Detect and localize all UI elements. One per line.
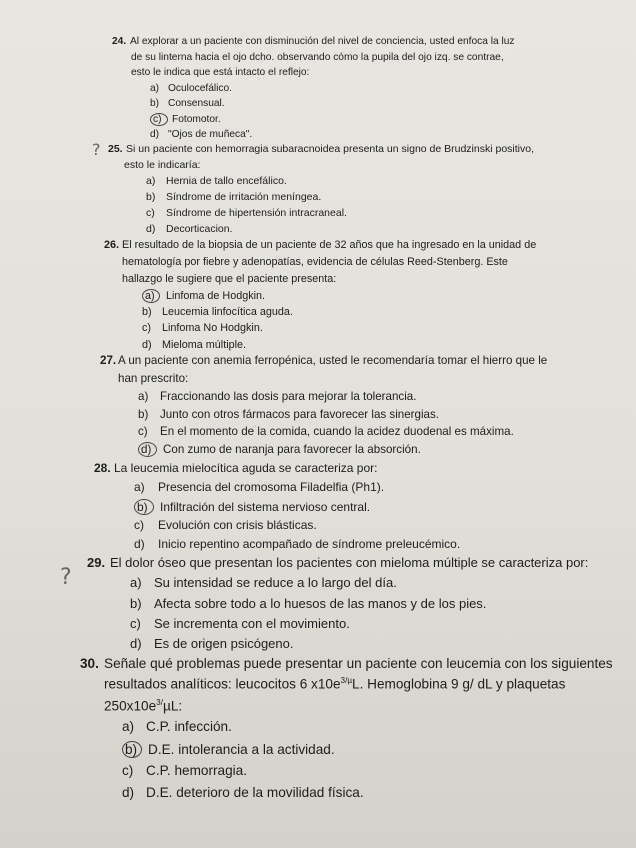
question-text-line: La leucemia mielocítica aguda se caracteriza por: <box>114 461 378 475</box>
question-text-line: El resultado de la biopsia de un paciente de 32 años que ha ingresado en la unidad de <box>122 239 537 251</box>
question-text-line: esto le indicaría: <box>124 159 201 171</box>
option-c: c) Síndrome de hipertensión intracraneal. <box>146 207 347 219</box>
question-text-line: esto le indica que está intacto el reflejo: <box>131 67 310 78</box>
question-number: 29. <box>87 555 106 570</box>
option-c-selected: c) Fotomotor. <box>150 113 221 126</box>
question-text-line: hallazgo le sugiere que el paciente presenta: <box>122 273 337 285</box>
question-number: 24. <box>112 36 127 47</box>
question-text-line: El dolor óseo que presentan los pacientes con mieloma múltiple se caracteriza por: <box>110 555 589 570</box>
question-text-line: resultados analíticos: leucocitos 6 $x10e^{3/\mu}L$. Hemoglobina 9 g/ dL y plaquetas <box>104 676 566 692</box>
question-text-line: Señale qué problemas puede presentar un paciente con leucemia con los siguientes <box>104 656 613 671</box>
option-a: a) Fraccionando las dosis para mejorar la tolerancia. <box>138 390 417 403</box>
option-b: b) Consensual. <box>150 98 225 109</box>
question-number: 27. <box>100 354 117 367</box>
option-d: d) Es de origen psicógeno. <box>130 636 294 651</box>
option-d: d) "Ojos de muñeca". <box>150 129 253 140</box>
option-c: c) Linfoma No Hodgkin. <box>142 322 263 334</box>
question-text-line: $250x10e^{3/}\mu L$: <box>104 698 183 714</box>
option-d: d) D.E. deterioro de la movilidad física. <box>122 785 364 800</box>
question-number: 25. <box>108 143 123 155</box>
question-text-line: de su linterna hacia el ojo dcho. observando cómo la pupila del ojo izq. se contrae, <box>131 52 504 63</box>
option-b: b) Afecta sobre todo a lo huesos de las manos y de los pies. <box>130 596 487 611</box>
option-c: c) En el momento de la comida, cuando la acidez duodenal es máxima. <box>138 425 514 438</box>
option-b: b) Leucemia linfocítica aguda. <box>142 306 293 318</box>
option-d: d) Mieloma múltiple. <box>142 339 247 351</box>
option-a: a) C.P. infección. <box>122 719 232 734</box>
option-c: c) Se incrementa con el movimiento. <box>130 616 350 631</box>
option-c: c) Evolución con crisis blásticas. <box>134 518 317 532</box>
option-b-selected: b) Infiltración del sistema nervioso central. <box>134 499 370 515</box>
question-text-line: Al explorar a un paciente con disminución del nivel de conciencia, usted enfoca la luz <box>130 36 515 47</box>
question-text-line: han prescrito: <box>118 372 189 385</box>
question-text-line: Si un paciente con hemorragia subaracnoidea presenta un signo de Brudzinski positivo, <box>126 143 535 155</box>
option-b: b) Junto con otros fármacos para favorecer las sinergias. <box>138 408 440 421</box>
option-d: d) Decorticacion. <box>146 223 233 235</box>
option-a: a) Su intensidad se reduce a lo largo del día. <box>130 575 397 590</box>
question-mark-annotation: ? <box>60 565 72 590</box>
option-d: d) Inicio repentino acompañado de síndrome preleucémico. <box>134 537 461 551</box>
question-number: 28. <box>94 461 111 475</box>
question-text-line: hematología por fiebre y adenopatías, evidencia de células Reed-Stenberg. Este <box>122 256 508 268</box>
option-a: a) Oculocefálico. <box>150 83 232 94</box>
option-a-selected: a) Linfoma de Hodgkin. <box>142 289 265 303</box>
option-a: a) Hernia de tallo encefálico. <box>146 175 287 187</box>
question-text-line: A un paciente con anemia ferropénica, usted le recomendaría tomar el hierro que le <box>118 354 548 367</box>
question-mark-annotation: ? <box>92 140 101 159</box>
question-number: 26. <box>104 239 120 251</box>
option-a: a) Presencia del cromosoma Filadelfia (Ph1). <box>134 480 385 494</box>
option-b: b) Síndrome de irritación meníngea. <box>146 191 322 203</box>
option-b-selected: b) D.E. intolerancia a la actividad. <box>122 741 335 758</box>
option-c: c) C.P. hemorragia. <box>122 763 247 778</box>
option-d-selected: d) Con zumo de naranja para favorecer la absorción. <box>138 442 421 457</box>
question-number: 30. <box>80 656 99 671</box>
